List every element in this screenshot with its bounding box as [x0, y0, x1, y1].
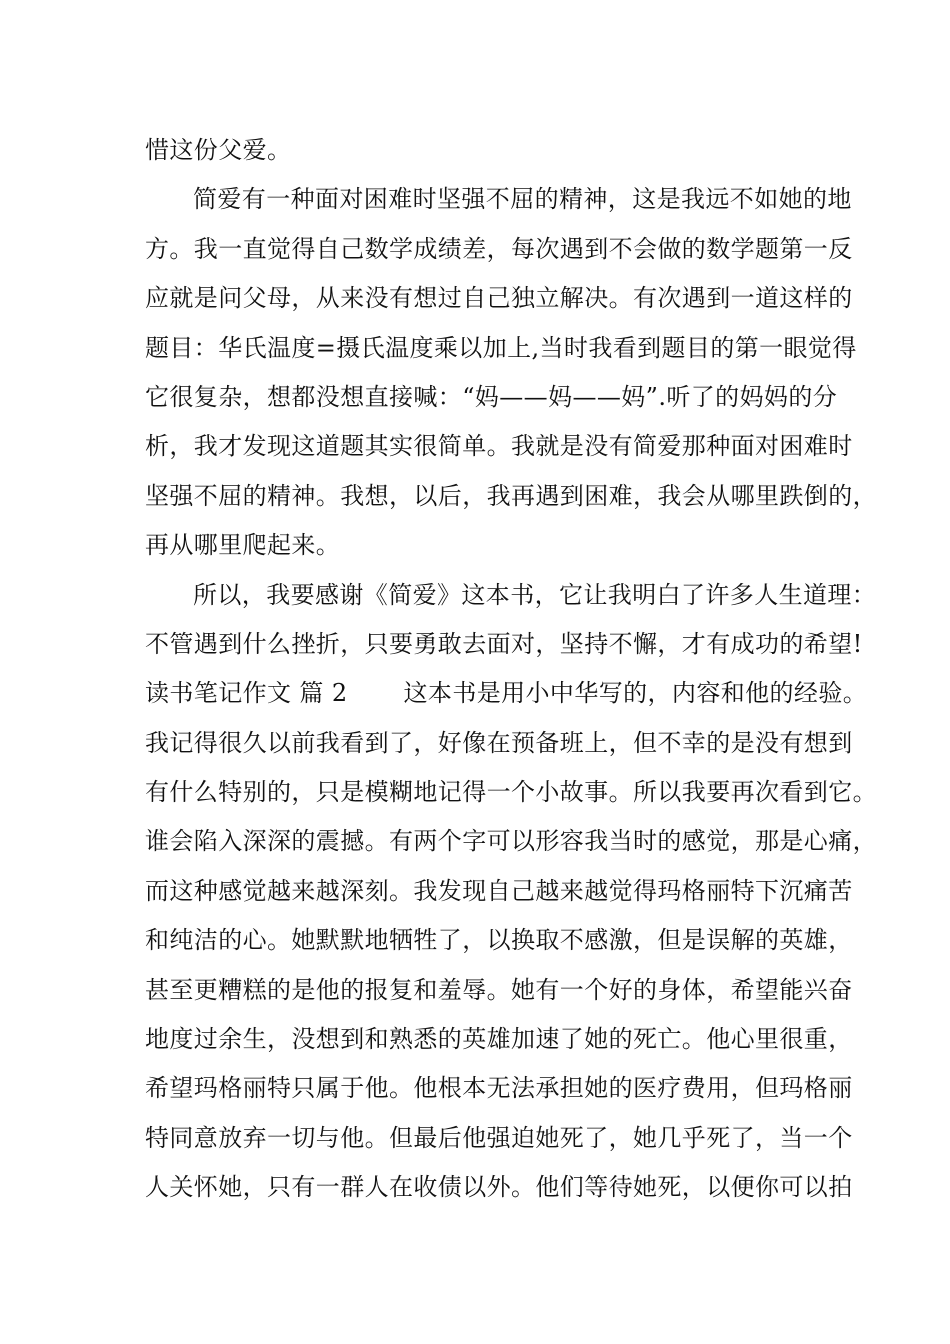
text-line: 谁会陷入深深的震撼。有两个字可以形容我当时的感觉，那是心痛， — [145, 827, 877, 856]
text-line: 题目：华氏温度=摄氏温度乘以加上,当时我看到题目的第一眼觉得 — [145, 333, 857, 362]
section-heading-continuation: 这本书是用小中华写的，内容和他的经验。 — [403, 679, 868, 708]
paragraph-start-line: 所以，我要感谢《简爱》这本书，它让我明白了许多人生道理： — [193, 580, 877, 609]
text-line: 它很复杂，想都没想直接喊：“妈——妈——妈”.听了的妈妈的分 — [145, 382, 838, 411]
section-heading-line — [145, 669, 868, 718]
text-line: 不管遇到什么挫折，只要勇敢去面对，坚持不懈，才有成功的希望! — [145, 629, 863, 658]
text-line: 特同意放弃一切与他。但最后他强迫她死了，她几乎死了，当一个 — [145, 1123, 853, 1152]
text-line: 应就是问父母，从来没有想过自己独立解决。有次遇到一道这样的 — [145, 284, 853, 313]
document-body — [145, 126, 877, 1213]
text-line: 再从哪里爬起来。 — [145, 531, 341, 560]
paragraph-start-line: 简爱有一种面对困难时坚强不屈的精神，这是我远不如她的地 — [193, 185, 852, 214]
text-line: 坚强不屈的精神。我想，以后，我再遇到困难，我会从哪里跌倒的， — [145, 481, 877, 510]
text-line: 甚至更糟糕的是他的报复和羞辱。她有一个好的身体，希望能兴奋 — [145, 975, 853, 1004]
text-line: 希望玛格丽特只属于他。他根本无法承担她的医疗费用，但玛格丽 — [145, 1074, 853, 1103]
text-line: 方。我一直觉得自己数学成绩差，每次遇到不会做的数学题第一反 — [145, 234, 853, 263]
text-line: 而这种感觉越来越深刻。我发现自己越来越觉得玛格丽特下沉痛苦 — [145, 876, 853, 905]
text-line: 人关怀她，只有一群人在收债以外。他们等待她死，以便你可以拍 — [145, 1173, 853, 1202]
text-line: 有什么特别的，只是模糊地记得一个小故事。所以我要再次看到它。 — [145, 778, 877, 807]
section-heading-title: 读书笔记作文 篇 2 — [145, 679, 348, 708]
text-line: 我记得很久以前我看到了，好像在预备班上，但不幸的是没有想到 — [145, 728, 853, 757]
text-line: 和纯洁的心。她默默地牺牲了，以换取不感激，但是误解的英雄， — [145, 926, 853, 955]
text-line: 析，我才发现这道题其实很简单。我就是没有简爱那种面对困难时 — [145, 432, 853, 461]
text-line: 惜这份父爱。 — [145, 136, 292, 164]
text-line: 地度过余生，没想到和熟悉的英雄加速了她的死亡。他心里很重， — [145, 1025, 853, 1054]
